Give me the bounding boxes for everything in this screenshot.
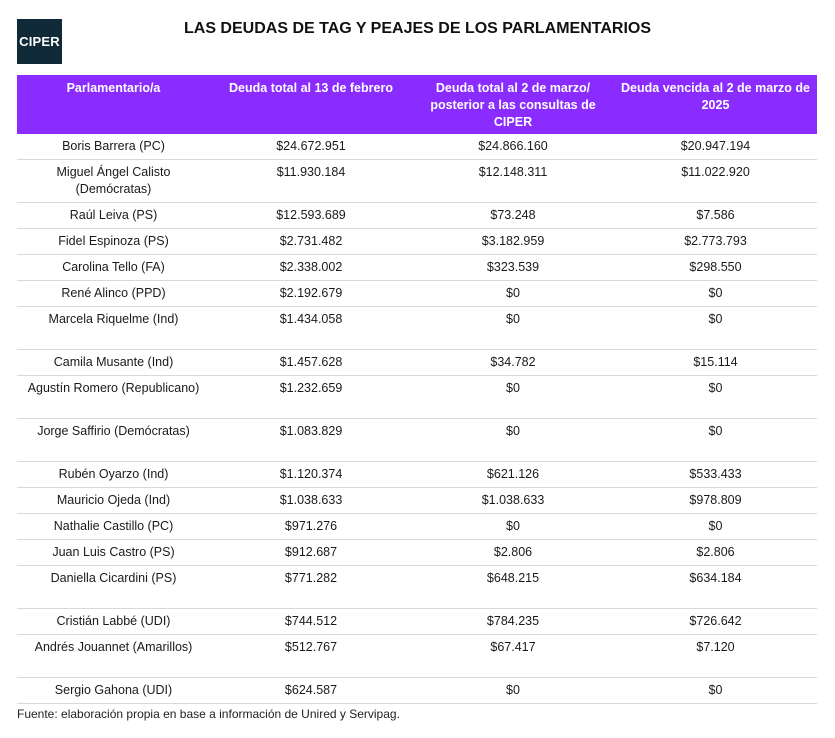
cell-deuda-2-marzo: $784.235	[412, 609, 614, 635]
cell-parlamentario: Boris Barrera (PC)	[17, 134, 210, 160]
table-row	[17, 609, 817, 635]
cell-deuda-vencida: $0	[614, 307, 817, 350]
table-row	[17, 540, 817, 566]
cell-deuda-2-marzo: $24.866.160	[412, 134, 614, 160]
cell-parlamentario: Daniella Cicardini (PS)	[17, 566, 210, 609]
cell-deuda-13-febrero: $744.512	[210, 609, 412, 635]
cell-parlamentario: Nathalie Castillo (PC)	[17, 514, 210, 540]
cell-parlamentario: Sergio Gahona (UDI)	[17, 678, 210, 704]
cell-deuda-vencida: $7.586	[614, 203, 817, 229]
cell-deuda-2-marzo: $2.806	[412, 540, 614, 566]
cell-deuda-13-febrero: $1.457.628	[210, 350, 412, 376]
header-deuda-13-febrero: Deuda total al 13 de febrero	[210, 75, 412, 134]
table-row	[17, 281, 817, 307]
debts-table	[17, 75, 817, 704]
cell-parlamentario: Camila Musante (Ind)	[17, 350, 210, 376]
cell-deuda-13-febrero: $624.587	[210, 678, 412, 704]
cell-parlamentario: Raúl Leiva (PS)	[17, 203, 210, 229]
table-row	[17, 462, 817, 488]
table-row	[17, 229, 817, 255]
cell-deuda-2-marzo: $0	[412, 514, 614, 540]
cell-deuda-2-marzo: $648.215	[412, 566, 614, 609]
cell-deuda-2-marzo: $0	[412, 376, 614, 419]
cell-parlamentario: Agustín Romero (Republicano)	[17, 376, 210, 419]
cell-deuda-vencida: $978.809	[614, 488, 817, 514]
header-parlamentario: Parlamentario/a	[17, 75, 210, 134]
source-note: Fuente: elaboración propia en base a información de Unired y Servipag.	[17, 707, 400, 721]
table-header	[17, 75, 817, 134]
cell-deuda-vencida: $298.550	[614, 255, 817, 281]
cell-deuda-13-febrero: $512.767	[210, 635, 412, 678]
cell-deuda-2-marzo: $0	[412, 678, 614, 704]
cell-deuda-vencida: $533.433	[614, 462, 817, 488]
cell-deuda-13-febrero: $2.731.482	[210, 229, 412, 255]
cell-parlamentario: Marcela Riquelme (Ind)	[17, 307, 210, 350]
cell-deuda-13-febrero: $1.083.829	[210, 419, 412, 462]
cell-parlamentario: Carolina Tello (FA)	[17, 255, 210, 281]
cell-deuda-2-marzo: $1.038.633	[412, 488, 614, 514]
cell-deuda-2-marzo: $3.182.959	[412, 229, 614, 255]
cell-deuda-2-marzo: $0	[412, 307, 614, 350]
cell-deuda-vencida: $2.806	[614, 540, 817, 566]
table-body	[17, 134, 817, 704]
cell-deuda-13-febrero: $2.338.002	[210, 255, 412, 281]
cell-parlamentario: Juan Luis Castro (PS)	[17, 540, 210, 566]
cell-deuda-13-febrero: $971.276	[210, 514, 412, 540]
cell-deuda-13-febrero: $24.672.951	[210, 134, 412, 160]
cell-parlamentario: Jorge Saffirio (Demócratas)	[17, 419, 210, 462]
cell-deuda-vencida: $634.184	[614, 566, 817, 609]
ciper-logo: CIPER	[17, 19, 62, 64]
chart-title: LAS DEUDAS DE TAG Y PEAJES DE LOS PARLAMENTARIOS	[183, 20, 652, 37]
cell-deuda-2-marzo: $67.417	[412, 635, 614, 678]
table-row	[17, 134, 817, 160]
cell-deuda-vencida: $0	[614, 678, 817, 704]
cell-deuda-2-marzo: $0	[412, 419, 614, 462]
cell-deuda-2-marzo: $621.126	[412, 462, 614, 488]
cell-deuda-13-febrero: $12.593.689	[210, 203, 412, 229]
table-row	[17, 635, 817, 678]
cell-deuda-vencida: $0	[614, 419, 817, 462]
cell-deuda-13-febrero: $771.282	[210, 566, 412, 609]
cell-deuda-13-febrero: $1.232.659	[210, 376, 412, 419]
table-row	[17, 376, 817, 419]
header-deuda-vencida: Deuda vencida al 2 de marzo de 2025	[614, 75, 817, 134]
table-row	[17, 350, 817, 376]
table-row	[17, 514, 817, 540]
cell-deuda-2-marzo: $73.248	[412, 203, 614, 229]
cell-deuda-2-marzo: $0	[412, 281, 614, 307]
table-row	[17, 307, 817, 350]
table-row	[17, 419, 817, 462]
cell-deuda-13-febrero: $1.038.633	[210, 488, 412, 514]
cell-deuda-13-febrero: $11.930.184	[210, 160, 412, 203]
cell-parlamentario: Andrés Jouannet (Amarillos)	[17, 635, 210, 678]
cell-deuda-vencida: $11.022.920	[614, 160, 817, 203]
table-row	[17, 566, 817, 609]
cell-deuda-vencida: $20.947.194	[614, 134, 817, 160]
cell-parlamentario: Miguel Ángel Calisto (Demócratas)	[17, 160, 210, 203]
cell-deuda-vencida: $15.114	[614, 350, 817, 376]
cell-parlamentario: Cristián Labbé (UDI)	[17, 609, 210, 635]
cell-deuda-vencida: $7.120	[614, 635, 817, 678]
cell-parlamentario: Mauricio Ojeda (Ind)	[17, 488, 210, 514]
cell-deuda-vencida: $2.773.793	[614, 229, 817, 255]
cell-parlamentario: Rubén Oyarzo (Ind)	[17, 462, 210, 488]
cell-deuda-13-febrero: $1.434.058	[210, 307, 412, 350]
table-row	[17, 255, 817, 281]
cell-deuda-2-marzo: $12.148.311	[412, 160, 614, 203]
header-deuda-2-marzo: Deuda total al 2 de marzo/ posterior a las consultas de CIPER	[412, 75, 614, 134]
cell-deuda-vencida: $0	[614, 376, 817, 419]
header-row	[17, 75, 817, 134]
cell-deuda-2-marzo: $34.782	[412, 350, 614, 376]
table-row	[17, 678, 817, 704]
table-row	[17, 203, 817, 229]
table-row	[17, 160, 817, 203]
cell-deuda-vencida: $726.642	[614, 609, 817, 635]
cell-deuda-13-febrero: $912.687	[210, 540, 412, 566]
cell-deuda-13-febrero: $2.192.679	[210, 281, 412, 307]
cell-deuda-vencida: $0	[614, 281, 817, 307]
cell-parlamentario: René Alinco (PPD)	[17, 281, 210, 307]
table-row	[17, 488, 817, 514]
cell-deuda-13-febrero: $1.120.374	[210, 462, 412, 488]
cell-parlamentario: Fidel Espinoza (PS)	[17, 229, 210, 255]
cell-deuda-vencida: $0	[614, 514, 817, 540]
cell-deuda-2-marzo: $323.539	[412, 255, 614, 281]
